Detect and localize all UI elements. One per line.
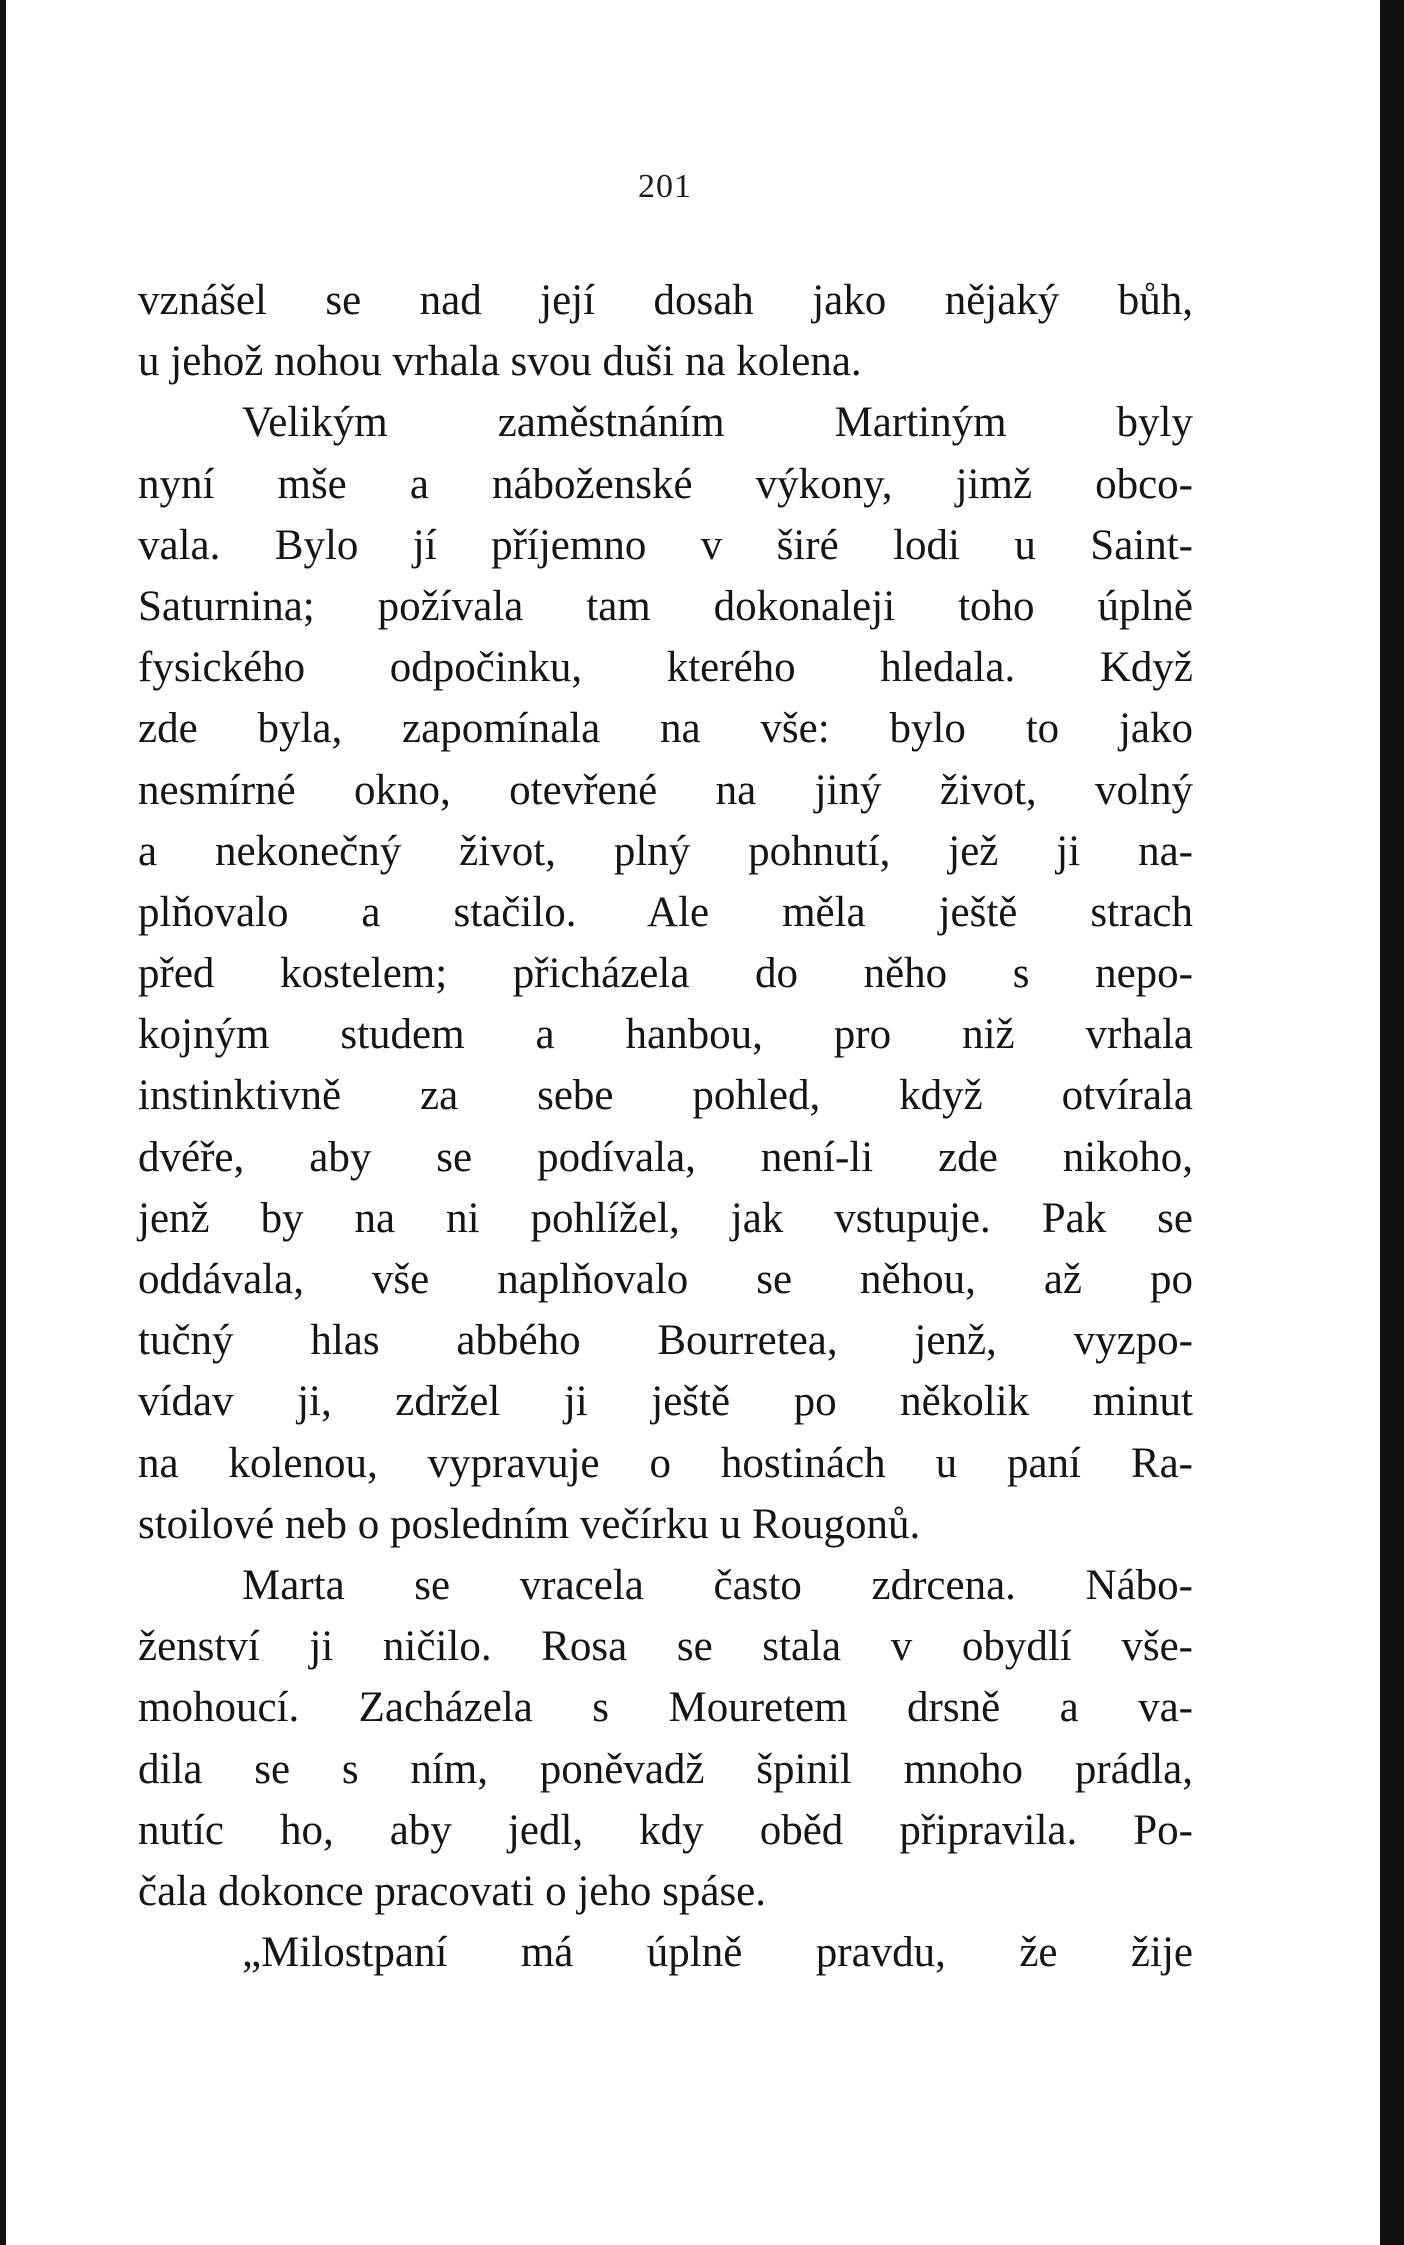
text-line: vznášel se nad její dosah jako nějaký bůh, (138, 277, 1193, 324)
text-line: mohoucí. Zacházela s Mouretem drsně a va- (138, 1684, 1193, 1732)
text-line: oddávala, vše naplňovalo se něhou, až po (138, 1256, 1193, 1303)
text-line: Saturnina; požívala tam dokonaleji toho úplně (138, 582, 1193, 630)
text-line: plňovalo a stačilo. Ale měla ještě strach (138, 888, 1193, 936)
text-line: Marta se vracela často zdrcena. Nábo- (242, 1561, 1193, 1609)
text-line: zde byla, zapomínala na vše: bylo to jako (138, 705, 1193, 753)
scan-left-edge (0, 0, 6, 2245)
text-line: nutíc ho, aby jedl, kdy oběd připravila. Po- (138, 1806, 1193, 1854)
page-number: 201 (638, 168, 692, 205)
body-text (138, 270, 1193, 1983)
text-line: vala. Bylo jí příjemno v širé lodi u Saint- (138, 521, 1193, 569)
text-line: instinktivně za sebe pohled, když otvírala (138, 1072, 1193, 1120)
text-line: fysického odpočinku, kterého hledala. Když (138, 644, 1193, 692)
text-line: a nekonečný život, plný pohnutí, jež ji na- (138, 827, 1193, 875)
text-line: čala dokonce pracovati o jeho spáse. (138, 1867, 767, 1915)
text-line: vídav ji, zdržel ji ještě po několik minut (138, 1378, 1193, 1426)
text-line: tučný hlas abbého Bourretea, jenž, vyzpo- (138, 1317, 1193, 1365)
text-line: před kostelem; přicházela do něho s nepo- (138, 950, 1193, 998)
text-line: nesmírné okno, otevřené na jiný život, volný (138, 766, 1193, 814)
scan-right-edge (1380, 0, 1404, 2245)
text-line: stoilové neb o posledním večírku u Rougonů. (138, 1500, 921, 1548)
text-line: jenž by na ni pohlížel, jak vstupuje. Pak se (138, 1194, 1193, 1242)
text-line: dvéře, aby se podívala, není-li zde nikoho, (138, 1133, 1193, 1181)
text-line: Velikým zaměstnáním Martiným byly (242, 399, 1193, 447)
text-line: ženství ji ničilo. Rosa se stala v obydlí vše- (138, 1623, 1193, 1671)
text-line: nyní mše a náboženské výkony, jimž obco- (138, 460, 1193, 508)
text-line: u jehož nohou vrhala svou duši na kolena. (138, 338, 862, 386)
text-line: „Milostpaní má úplně pravdu, že žije (242, 1929, 1193, 1977)
text-line: kojným studem a hanbou, pro niž vrhala (138, 1011, 1193, 1059)
text-line: dila se s ním, poněvadž špinil mnoho prádla, (138, 1745, 1193, 1793)
text-line: na kolenou, vypravuje o hostinách u paní Ra- (138, 1439, 1193, 1487)
